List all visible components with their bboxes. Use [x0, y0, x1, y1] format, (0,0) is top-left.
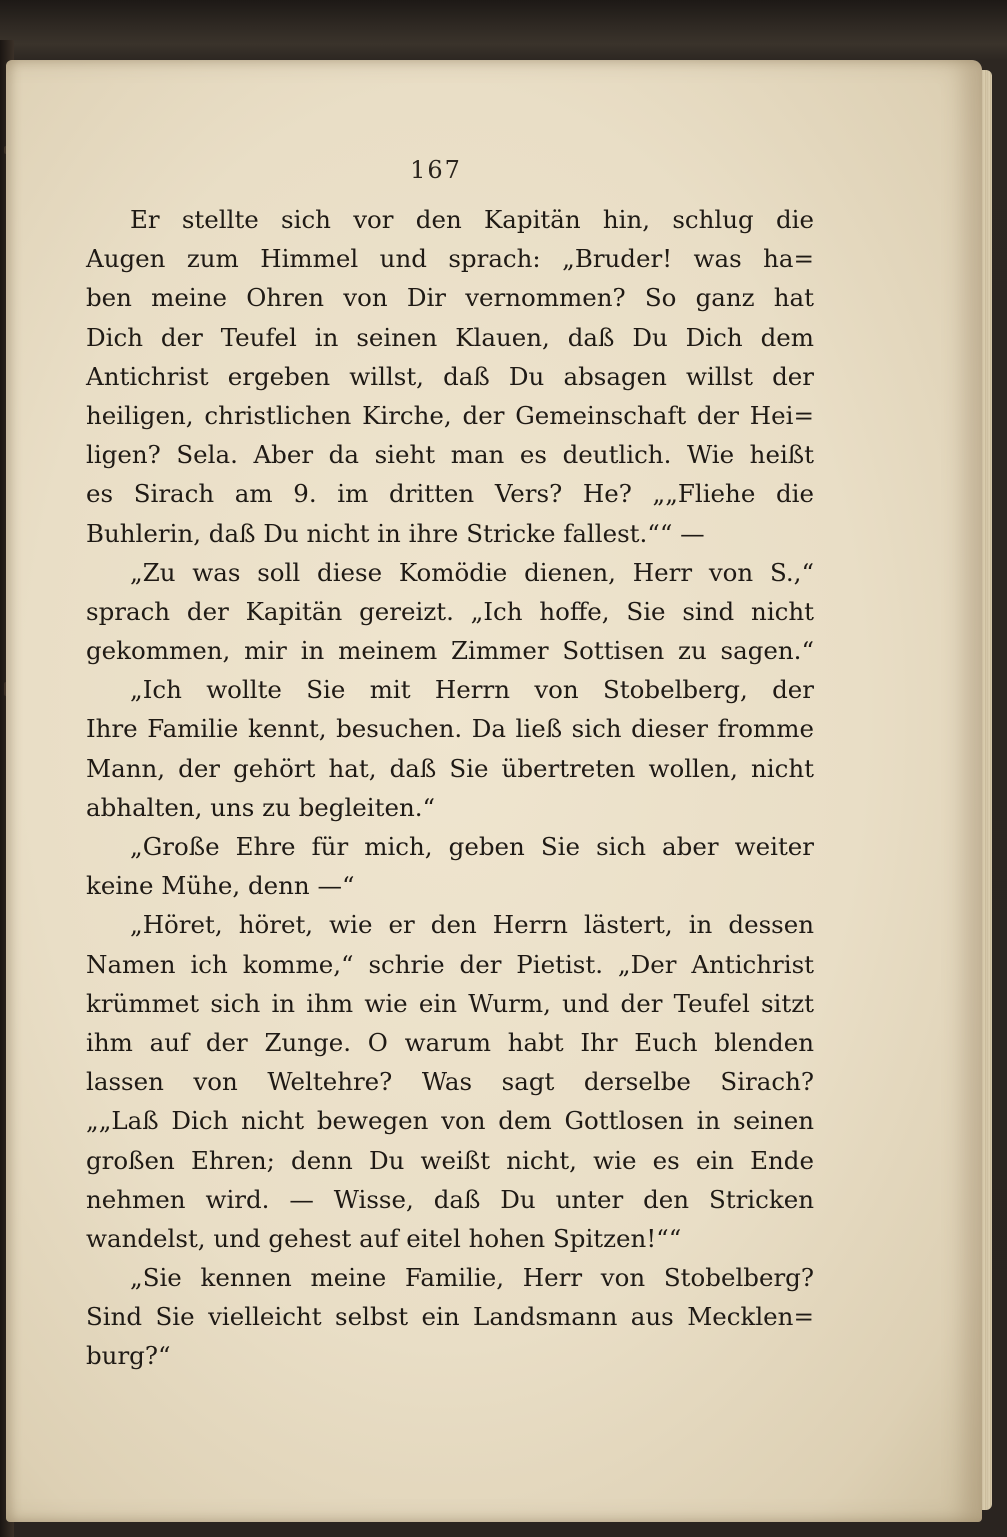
text-line: „„Laß Dich nicht bewegen von dem Gottlosen in seinen — [86, 1106, 814, 1136]
text-line: ihm auf der Zunge. O warum habt Ihr Euch blenden — [86, 1027, 814, 1057]
text-line: krümmet sich in ihm wie ein Wurm, und der Teufel sitzt — [86, 988, 814, 1018]
text-line: abhalten, uns zu begleiten.“ — [86, 792, 436, 822]
text-line: Er stellte sich vor den Kapitän hin, schlug die — [130, 205, 814, 234]
text-line: nehmen wird. — Wisse, daß Du unter den Stricken — [86, 1184, 814, 1214]
text-line: sprach der Kapitän gereizt. „Ich hoffe, Sie sind nicht — [86, 596, 814, 626]
text-line: ligen? Sela. Aber da sieht man es deutlich. Wie heißt — [86, 440, 814, 470]
text-line: Buhlerin, daß Du nicht in ihre Stricke fallest.““ — — [86, 518, 705, 548]
text-line: Ihre Familie kennt, besuchen. Da ließ sich dieser fromme — [86, 714, 814, 744]
text-line: Antichrist ergeben willst, daß Du absagen willst der — [86, 361, 814, 391]
text-line: wandelst, und gehest auf eitel hohen Spitzen!““ — [86, 1223, 682, 1253]
text-line: Dich der Teufel in seinen Klauen, daß Du Dich dem — [86, 322, 814, 352]
text-line: ben meine Ohren von Dir vernommen? So ganz hat — [86, 283, 814, 313]
text-line: „Zu was soll diese Komödie dienen, Herr von S.,“ — [130, 557, 814, 587]
text-line: es Sirach am 9. im dritten Vers? He? „„Fliehe die — [86, 479, 814, 509]
text-line: großen Ehren; denn Du weißt nicht, wie es ein Ende — [86, 1145, 814, 1175]
text-line: „Ich wollte Sie mit Herrn von Stobelberg, der — [130, 675, 814, 705]
page-number: 167 — [410, 156, 462, 184]
text-line: „Sie kennen meine Familie, Herr von Stobelberg? — [130, 1263, 814, 1293]
text-line: heiligen, christlichen Kirche, der Gemeinschaft der Hei= — [86, 400, 814, 430]
book-page — [6, 60, 982, 1522]
text-line: gekommen, mir in meinem Zimmer Sottisen zu sagen.“ — [86, 636, 814, 666]
text-line: „Große Ehre für mich, geben Sie sich aber weiter — [130, 832, 814, 861]
text-line: burg?“ — [86, 1341, 171, 1371]
text-line: lassen von Weltehre? Was sagt derselbe Sirach? — [86, 1067, 814, 1097]
text-line: „Höret, höret, wie er den Herrn lästert, in dessen — [130, 910, 814, 940]
text-line: Mann, der gehört hat, daß Sie übertreten wollen, nicht — [86, 753, 814, 783]
text-line: keine Mühe, denn —“ — [86, 871, 355, 901]
text-line: Namen ich komme,“ schrie der Pietist. „Der Antichrist — [86, 949, 814, 979]
text-line: Augen zum Himmel und sprach: „Bruder! was ha= — [86, 244, 814, 274]
text-line: Sind Sie vielleicht selbst ein Landsmann aus Mecklen= — [86, 1302, 814, 1332]
body-text — [86, 200, 814, 1376]
